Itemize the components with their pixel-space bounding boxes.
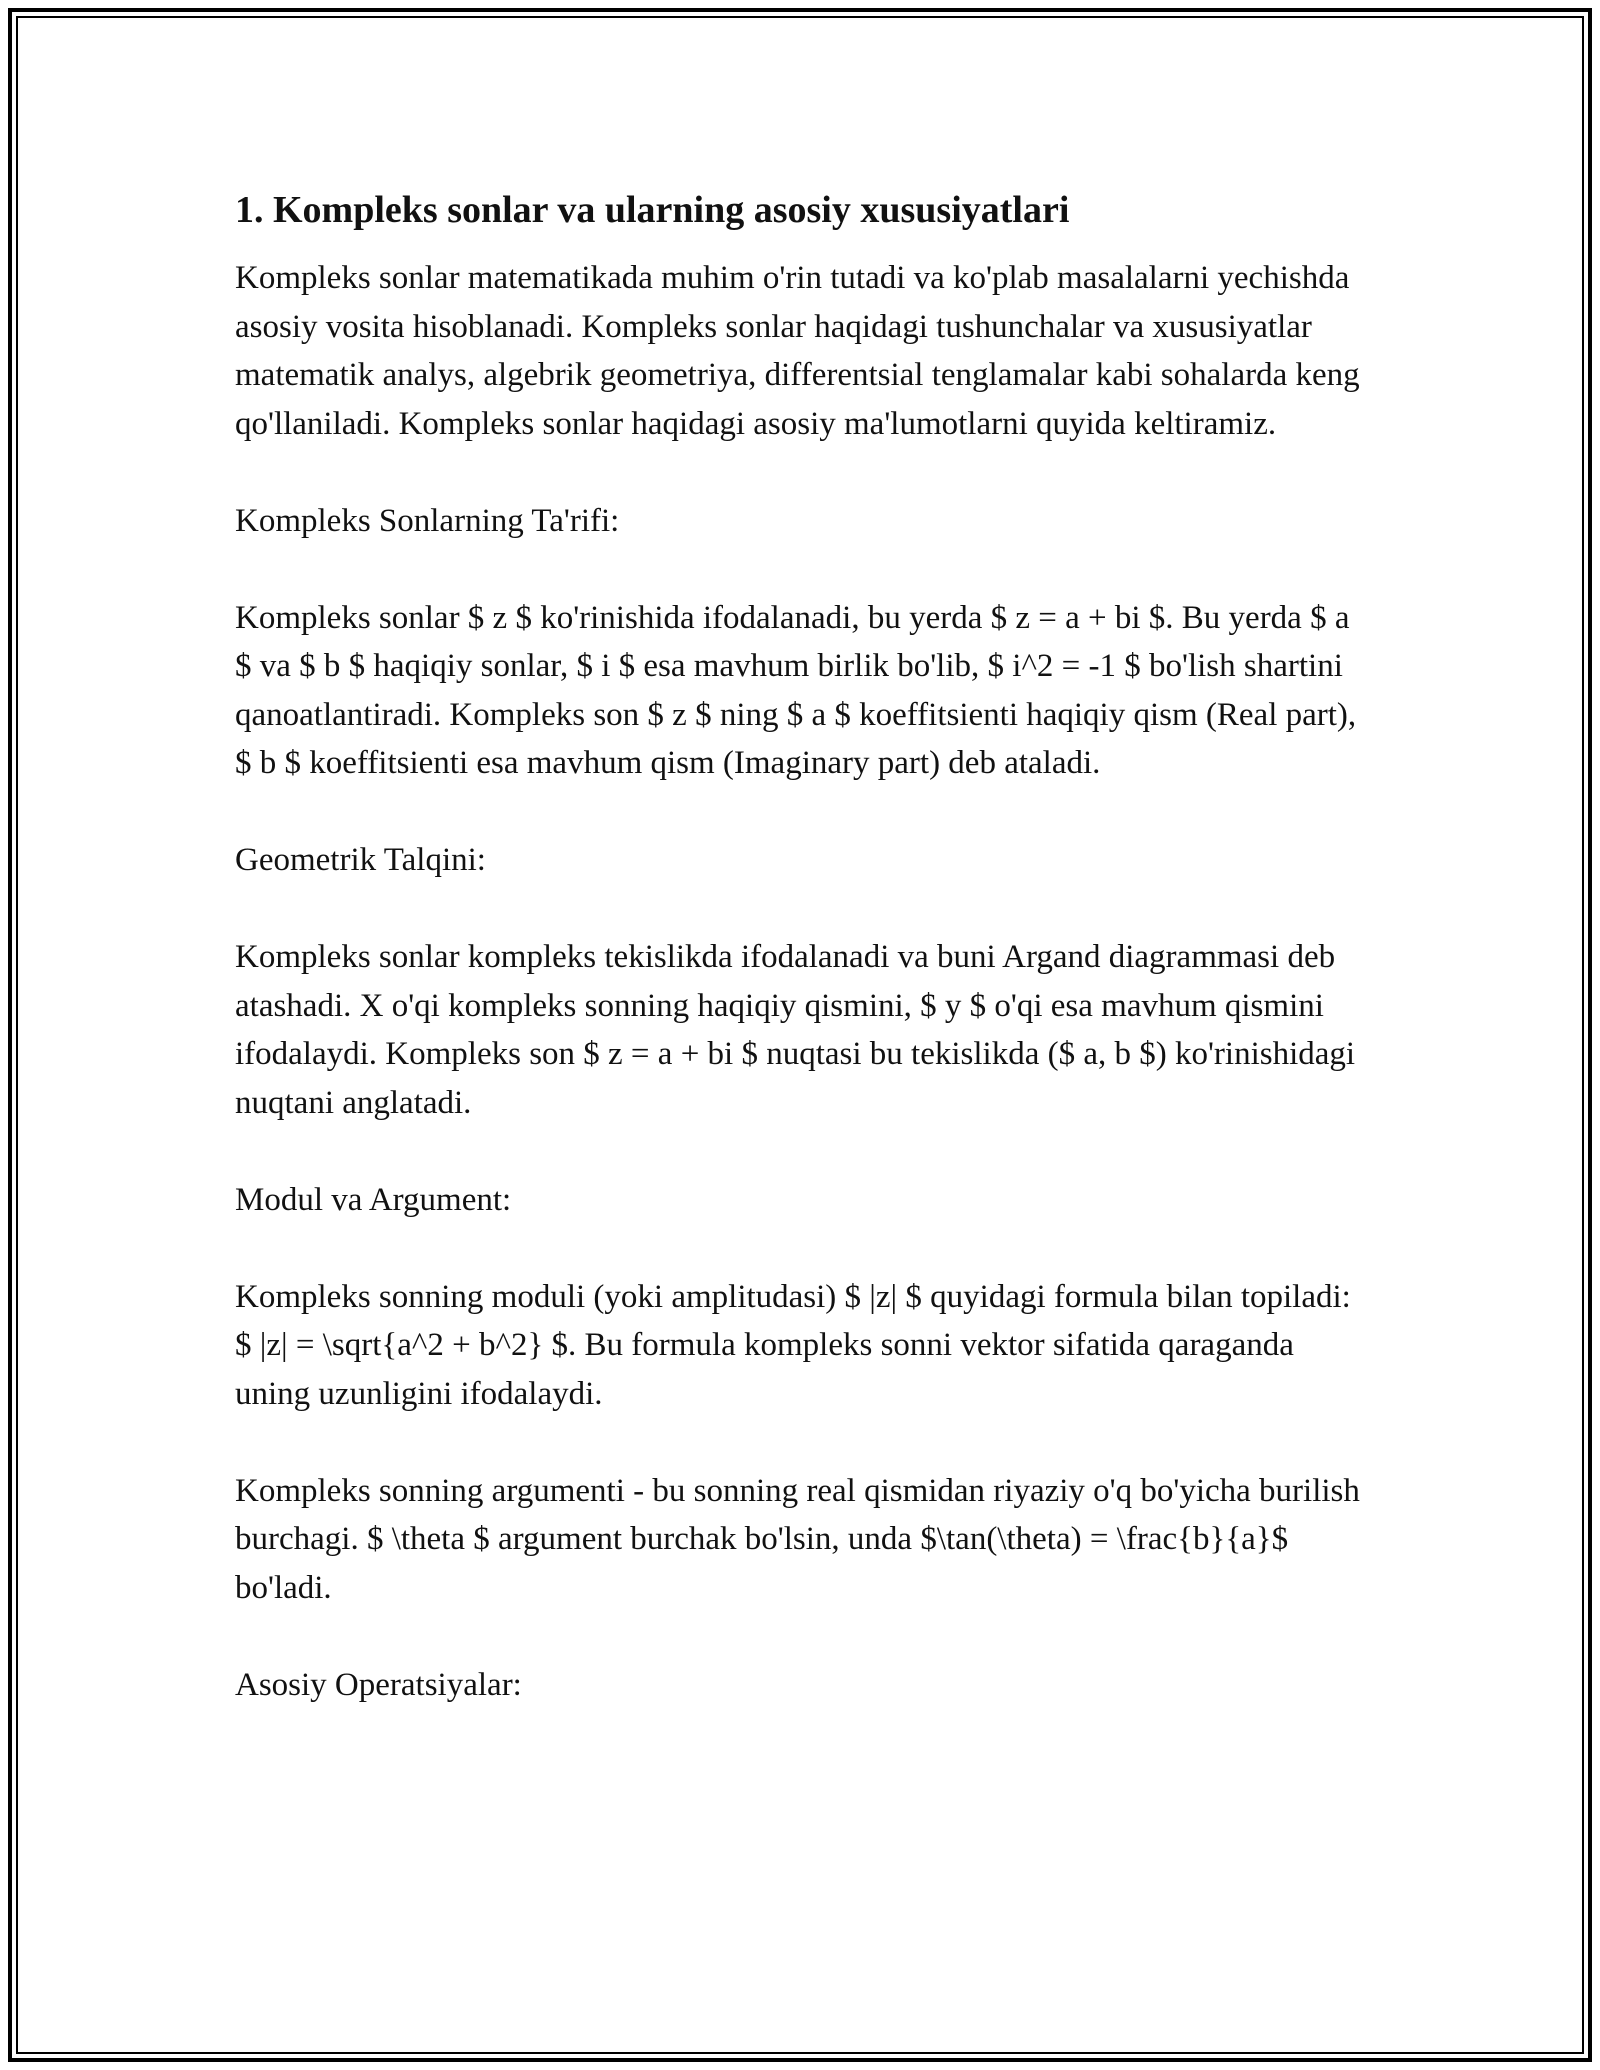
section-heading: 1. Kompleks sonlar va ularning asosiy xususiyatlari [235,189,1070,231]
geometric-paragraph: Kompleks sonlar kompleks tekislikda ifodalanadi va buni Argand diagrammasi deb atashadi. X o'qi kompleks sonning haqiqiy qismini, $ y $ o'qi esa mavhum qismini ifodalaydi. Kompleks son $ z = a + bi $ nuqtasi bu tekislikda ($ a, b $) ko'rinishidagi nuqtani anglatadi. [235,939,1356,1121]
argument-paragraph: Kompleks sonning argumenti - bu sonning real qismidan riyaziy o'q bo'yicha burilish burchagi. $ \theta $ argument burchak bo'lsin, unda $\tan(\theta) = \frac{b}{a}$ bo'ladi. [235,1472,1360,1606]
subheading-modulus-argument: Modul va Argument: [235,1181,512,1218]
subheading-operations: Asosiy Operatsiyalar: [235,1666,522,1703]
modulus-paragraph: Kompleks sonning moduli (yoki amplitudasi) $ |z| $ quyidagi formula bilan topiladi: $ |z| = \sqrt{a^2 + b^2} $. Bu formula kompleks sonni vektor sifatida qaraganda uning uzunligini ifodalaydi. [235,1278,1351,1412]
intro-paragraph: Kompleks sonlar matematikada muhim o'rin tutadi va ko'plab masalalarni yechishda asosiy vosita hisoblanadi. Kompleks sonlar haqidagi tushunchalar va xususiyatlar matematik analys, algebrik geometriya, differentsial tenglamalar kabi sohalarda keng qo'llaniladi. Kompleks sonlar haqidagi asosiy ma'lumotlarni quyida keltiramiz. [235,260,1360,442]
subheading-geometric: Geometrik Talqini: [235,842,486,878]
subheading-definition: Kompleks Sonlarning Ta'rifi: [235,502,620,539]
document-body [235,186,1370,1709]
definition-paragraph: Kompleks sonlar $ z $ ko'rinishida ifodalanadi, bu yerda $ z = a + bi $. Bu yerda $ a $ va $ b $ haqiqiy sonlar, $ i $ esa mavhum birlik bo'lib, $ i^2 = -1 $ bo'lish shartini qanoatlantiradi. Kompleks son $ z $ ning $ a $ koeffitsienti haqiqiy qism (Real part), $ b $ koeffitsienti esa mavhum qism (Imaginary part) deb ataladi. [235,599,1357,781]
